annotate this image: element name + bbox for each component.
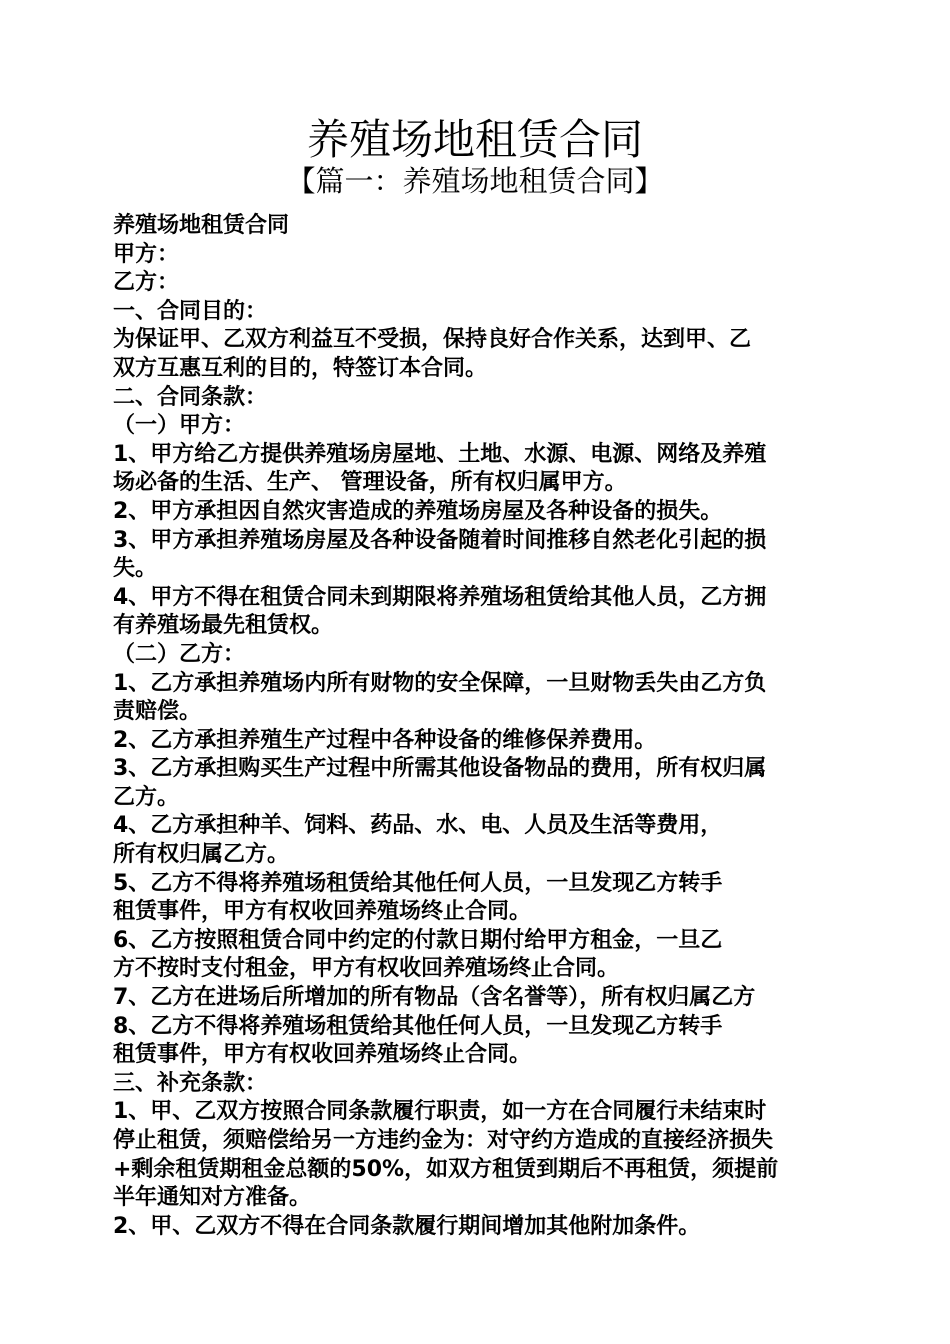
clause-line: 5、乙方不得将养殖场租赁给其他任何人员，一旦发现乙方转手 — [113, 870, 723, 896]
clause-line: 停止租赁，须赔偿给另一方违约金为：对守约方造成的直接经济损失 — [113, 1128, 774, 1153]
clause-line: 1、甲、乙双方按照合同条款履行职责，如一方在合同履行未结束时 — [113, 1099, 767, 1125]
clause-line: 1、甲方给乙方提供养殖场房屋地、土地、水源、电源、网络及养殖 — [113, 441, 767, 467]
clause-line: 半年通知对方准备。 — [113, 1185, 312, 1211]
clause-line: 2、乙方承担养殖生产过程中各种设备的维修保养费用。 — [113, 727, 657, 753]
clause-line: 4、乙方承担种羊、饲料、药品、水、电、人员及生活等费用， — [113, 813, 723, 839]
clause-line: 责赔偿。 — [113, 699, 202, 725]
clause-line: 4、甲方不得在租赁合同未到期限将养殖场租赁给其他人员，乙方拥 — [113, 584, 767, 610]
contract-body — [113, 212, 838, 1241]
party-b-line: 乙方： — [113, 270, 180, 296]
party-a-line: 甲方： — [113, 241, 180, 267]
clause-line: 租赁事件，甲方有权收回养殖场终止合同。 — [113, 899, 532, 925]
subsection-heading: （一）甲方： — [113, 413, 246, 439]
clause-line: 有养殖场最先租赁权。 — [113, 613, 334, 639]
clause-line: 失。 — [113, 556, 158, 582]
clause-line: 3、乙方承担购买生产过程中所需其他设备物品的费用，所有权归属 — [113, 756, 767, 782]
section-heading: 一、合同目的： — [113, 298, 268, 324]
contract-heading: 养殖场地租赁合同 — [113, 213, 290, 238]
document-title: 养殖场地租赁合同 — [306, 115, 643, 164]
clause-line: 场必备的生活、生产、 管理设备，所有权归属甲方。 — [113, 470, 627, 496]
paragraph-line: 双方互惠互利的目的，特签订本合同。 — [113, 355, 488, 381]
section-heading: 二、合同条款： — [113, 384, 268, 410]
clause-line: 2、甲、乙双方不得在合同条款履行期间增加其他附加条件。 — [113, 1213, 701, 1239]
clause-line: 6、乙方按照租赁合同中约定的付款日期付给甲方租金，一旦乙 — [113, 927, 723, 953]
document-subtitle: 【篇一：养殖场地租赁合同】 — [286, 164, 664, 198]
clause-line: 7、乙方在进场后所增加的所有物品（含名誉等），所有权归属乙方 — [113, 985, 756, 1011]
section-heading: 三、补充条款： — [113, 1070, 268, 1096]
clause-line: 所有权归属乙方。 — [113, 842, 290, 868]
clause-line: +剩余租赁期租金总额的50%，如双方租赁到期后不再租赁，须提前 — [113, 1156, 779, 1182]
clause-line: 2、甲方承担因自然灾害造成的养殖场房屋及各种设备的损失。 — [113, 498, 723, 524]
clause-line: 8、乙方不得将养殖场租赁给其他任何人员，一旦发现乙方转手 — [113, 1013, 723, 1039]
subsection-heading: （二）乙方： — [113, 641, 246, 667]
clause-line: 3、甲方承担养殖场房屋及各种设备随着时间推移自然老化引起的损 — [113, 527, 767, 553]
clause-line: 1、乙方承担养殖场内所有财物的安全保障，一旦财物丢失由乙方负 — [113, 670, 767, 696]
clause-line: 租赁事件，甲方有权收回养殖场终止合同。 — [113, 1042, 532, 1068]
clause-line: 乙方。 — [113, 784, 180, 810]
clause-line: 方不按时支付租金，甲方有权收回养殖场终止合同。 — [113, 956, 620, 982]
paragraph-line: 为保证甲、乙双方利益互不受损，保持良好合作关系，达到甲、乙 — [113, 327, 752, 353]
